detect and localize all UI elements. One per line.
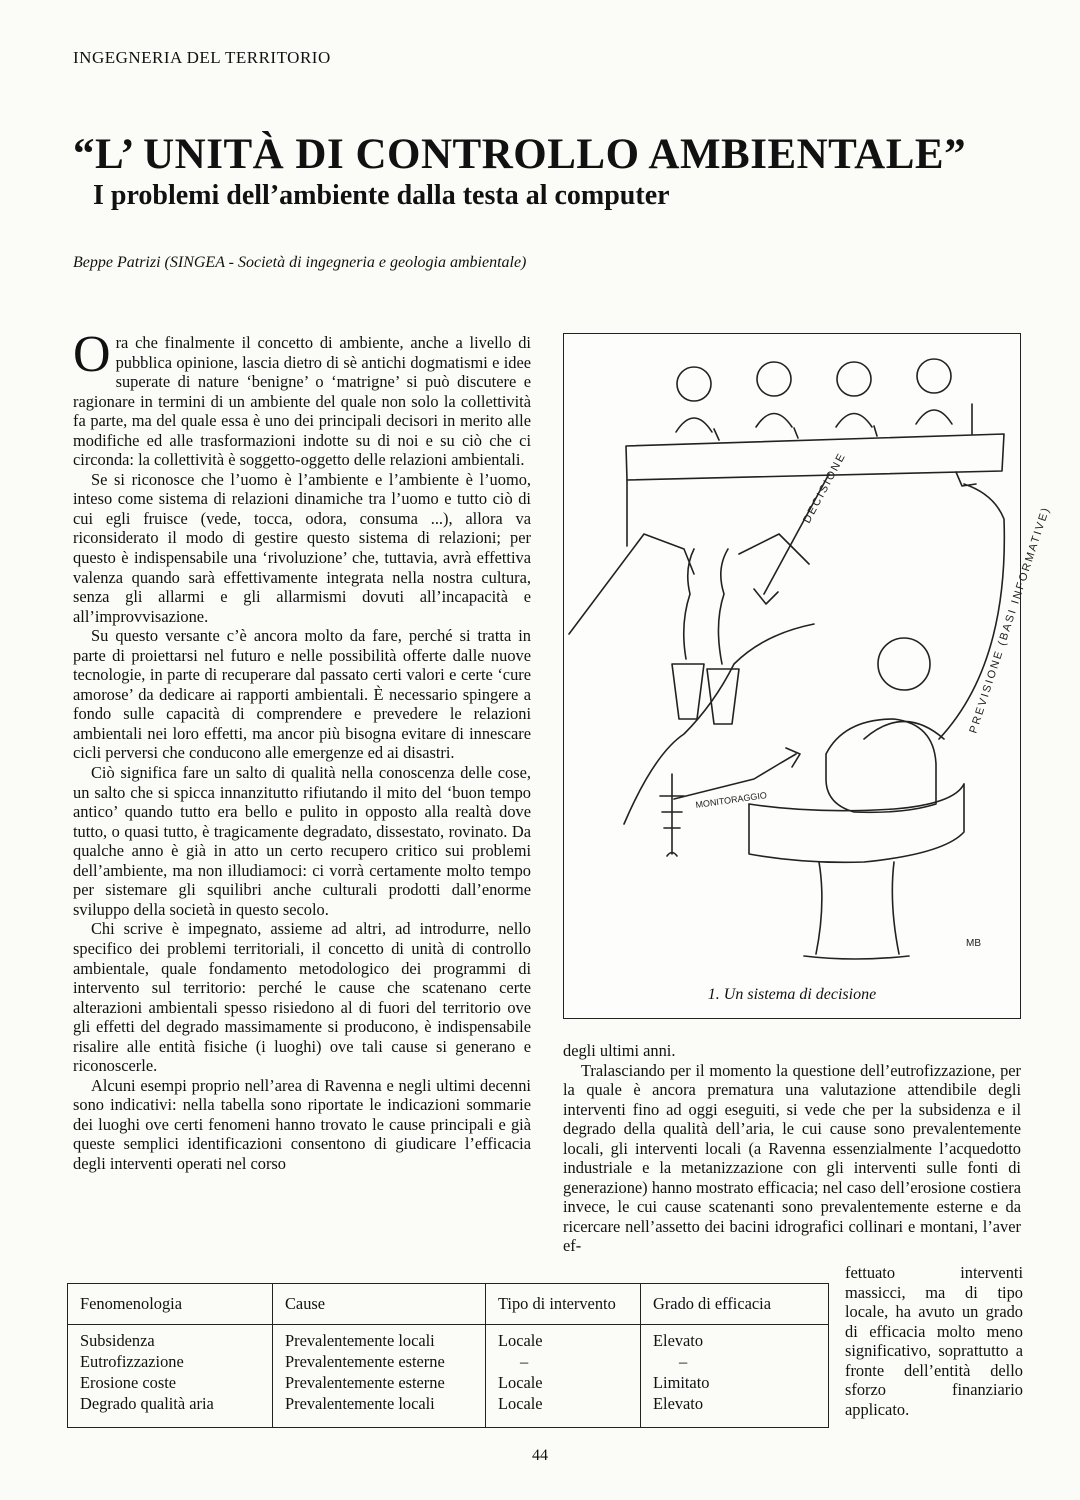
paragraph: Se si riconosce che l’uomo è l’ambiente e l’ambiente è l’uomo, inteso come sistema di relazioni dinamiche tra l’uomo e tutto ciò di cui egli fruisce (vede, tocca, odora, consuma ...), allora va riconsiderato il modo di gestire questo sistema di relazioni; per questo è indispensabile una ‘rivoluzione’ che, tuttavia, avrà effettiva valenza quando sarà effettivamente integrata nella nostra cultura, senza gli allarmi e gli allarmismi dovuti all’incapacità e all’improvvisazione. <box>73 469 531 626</box>
artist-signature: MB <box>966 938 981 949</box>
drop-cap: O <box>73 326 111 383</box>
decision-illustration <box>564 334 1053 1020</box>
decision-label: DECISIONE <box>801 450 849 526</box>
paragraph: Alcuni esempi proprio nell’area di Ravenna e negli ultimi decenni sono indicativi: nella tabella sono riportate le indicazioni sommarie dei luoghi ove certi fenomeni hanno trovato le cause principali e già queste semplici identificazioni consentono di giudicare l’efficacia degli interventi operati nel corso <box>73 1075 531 1173</box>
table-header: Tipo di intervento <box>486 1284 641 1325</box>
left-column <box>73 326 531 1174</box>
table-cell: Prevalentemente locali Prevalentemente esterne Prevalentemente esterne Prevalentemente locali <box>273 1325 486 1428</box>
section-label: INGEGNERIA DEL TERRITORIO <box>73 48 331 67</box>
table-cell: Elevato – Limitato Elevato <box>641 1325 829 1428</box>
paragraph: fettuato interventi massicci, ma di tipo locale, ha avuto un grado di efficacia molto meno significativo, soprattutto a fronte dell’entità dello sforzo finanziario applicato. <box>845 1263 1023 1419</box>
right-column <box>563 1041 1021 1256</box>
paragraph: Chi scrive è impegnato, assieme ad altri, ad introdurre, nello specifico dei problemi territoriali, il concetto di unità di controllo ambientale, quale fondamento metodologico dei programmi di intervento sul territorio: perché le cause che scatenano certe alterazioni ambientali spesso risiedono al di fuori del territorio ove gli effetti del degrado massimamente si producono, è indispensabile risalire alle entità fisiche (i luoghi) ove tali cause si generano e riconoscerle. <box>73 919 531 1076</box>
table-header: Grado di efficacia <box>641 1284 829 1325</box>
table-header-row <box>68 1284 828 1325</box>
paragraph: Su questo versante c’è ancora molto da fare, perché si tratta in parte di proiettarsi nel futuro e nelle possibilità offerte dalle nuove tecnologie, in parte di recuperare dal passato certi valori e certe ‘cure amorose’ da dedicare ai rapporti ambientali. È necessario spingere a fondo sulle capacità di comprendere e prevedere le relazioni ambientali nei loro effetti, ma ancor più bisogna evitare di innescare cicli perversi che conducono alle emergenze ed ai disastri. <box>73 626 531 763</box>
forecast-label: PREVISIONE (BASI INFORMATIVE) <box>967 504 1053 735</box>
figure-caption: 1. Un sistema di decisione <box>707 986 877 1003</box>
page-number: 44 <box>532 1447 548 1464</box>
paragraph: Ciò significa fare un salto di qualità nella conoscenza delle cose, un salto che si spicca innanzitutto rifiutando il mito del ‘buon tempo antico’ quando tutto era bello e pulito in opposto alla realtà dove tutto, o quasi tutto, è tragicamente degradato, dissestato, rovinato. Da qualche anno è già in atto un certo recupero critico sui problemi dell’ambiente, ma non illudiamoci: ci vorrà certamente molto tempo per sistemare gli squilibri anche culturali prodotti dall’enorme sviluppo della società in questo secolo. <box>73 763 531 919</box>
monitoring-label: MONITORAGGIO <box>694 790 768 810</box>
table-header: Cause <box>273 1284 486 1325</box>
figure-decision-system <box>563 333 1053 1019</box>
table-cell: Locale – Locale Locale <box>486 1325 641 1428</box>
paragraph: Ora che finalmente il concetto di ambiente, anche a livello di pubblica opinione, lascia dietro di sè antichi dogmatismi e idee superate di nature ‘benigne’ o ‘matrigne’ si può discutere e ragionare in termini di un ambiente del quale non solo la collettività fa parte, ma del quale essa è uno dei principali decisori in merito alle modifiche ed alle trasformazioni indotte su di noi e su ciò che ci circonda: la collettività è soggetto-oggetto delle relazioni ambientali. <box>73 326 531 470</box>
table-header: Fenomenologia <box>68 1284 273 1325</box>
paragraph: degli ultimi anni. <box>563 1041 676 1060</box>
table-cell: Subsidenza Eutrofizzazione Erosione coste Degrado qualità aria <box>80 1331 214 1413</box>
paragraph: Tralasciando per il momento la questione dell’eutrofizzazione, per la quale è ancora prematura una valutazione attendibile degli interventi fino ad oggi eseguiti, si vede che per la subsidenza e il degrado della qualità dell’aria, le cui cause sono prevalentemente locali, gli interventi locali (a Ravenna essenzialmente l’acquedotto industriale e la metanizzazione con gli interventi sulle fonti di generazione) hanno mostrato efficacia; nel caso dell’erosione costiera invece, le cui cause scatenanti sono prevalentemente esterne e da ricercare nell’assetto dei bacini idrografici collinari e montani, l’aver ef- <box>563 1060 1021 1256</box>
phenomena-table <box>67 1283 829 1428</box>
article-subtitle: I problemi dell’ambiente dalla testa al computer <box>93 180 670 211</box>
article-title: “L’ UNITÀ DI CONTROLLO AMBIENTALE” <box>73 131 967 178</box>
byline: Beppe Patrizi (SINGEA - Società di ingegneria e geologia ambientale) <box>73 254 527 271</box>
right-column-tail <box>845 1263 1023 1419</box>
table-row <box>68 1325 828 1428</box>
